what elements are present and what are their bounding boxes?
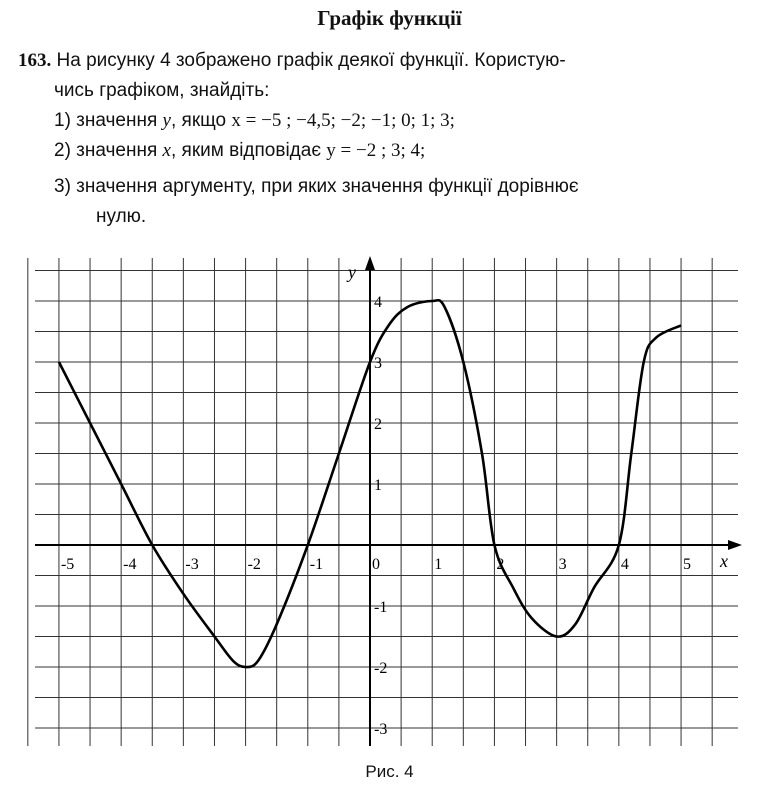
problem-item-2 xyxy=(18,136,758,166)
x-tick-label: 5 xyxy=(683,556,692,573)
y-tick-label: -2 xyxy=(374,660,388,677)
item1-variable: y xyxy=(162,110,171,131)
item2-middle: , яким відповідає xyxy=(170,140,327,161)
item1-prefix: 1) значення xyxy=(54,110,163,131)
y-tick-label: -3 xyxy=(374,721,388,738)
x-tick-label: 0 xyxy=(372,556,380,573)
x-axis-arrow xyxy=(728,540,742,550)
problem-intro-text-1: На рисунку 4 зображено графік деякої функції. Користую- xyxy=(51,50,566,71)
problem-item-3-line-2 xyxy=(18,202,758,232)
x-tick-label: -2 xyxy=(247,556,261,573)
function-graph xyxy=(0,250,779,760)
x-tick-label: 4 xyxy=(620,556,629,573)
problem-intro-text-2: чись графіком, знайдіть: xyxy=(54,80,270,101)
y-tick-label: 1 xyxy=(374,477,382,494)
x-tick-label: 3 xyxy=(558,556,567,573)
item1-math: x = −5 ; −4,5; −2; −1; 0; 1; 3; xyxy=(231,110,455,131)
problem-intro-line-2 xyxy=(18,76,758,106)
y-tick-label: -1 xyxy=(374,599,388,616)
x-tick-label: 1 xyxy=(434,556,443,573)
x-tick-label: -4 xyxy=(123,556,137,573)
problem-163 xyxy=(18,46,758,232)
x-tick-label: -1 xyxy=(309,556,324,573)
item3-text-1: 3) значення аргументу, при яких значення функції дорівнює xyxy=(54,176,579,197)
item1-middle: , якщо xyxy=(170,110,232,131)
problem-number: 163. xyxy=(18,50,52,71)
y-tick-label: 3 xyxy=(374,355,382,372)
x-tick-label: -3 xyxy=(185,556,199,573)
x-tick-label: 2 xyxy=(496,556,505,573)
item3-text-2: нулю. xyxy=(96,206,147,227)
item2-variable: x xyxy=(162,140,171,161)
problem-item-1 xyxy=(18,106,758,136)
y-tick-label: 2 xyxy=(374,416,382,433)
section-heading: Графік функції xyxy=(317,6,462,30)
y-tick-label: 4 xyxy=(374,294,382,311)
problem-item-3-line-1 xyxy=(18,172,758,202)
problem-intro-line-1 xyxy=(18,46,758,76)
item2-math: y = −2 ; 3; 4; xyxy=(326,140,426,161)
y-axis-label: y xyxy=(348,262,356,282)
x-tick-label: -5 xyxy=(60,556,75,573)
item2-prefix: 2) значення xyxy=(54,140,163,161)
y-axis-arrow xyxy=(365,256,375,270)
figure-caption: Рис. 4 xyxy=(365,762,414,781)
x-axis-label: x xyxy=(720,551,728,571)
